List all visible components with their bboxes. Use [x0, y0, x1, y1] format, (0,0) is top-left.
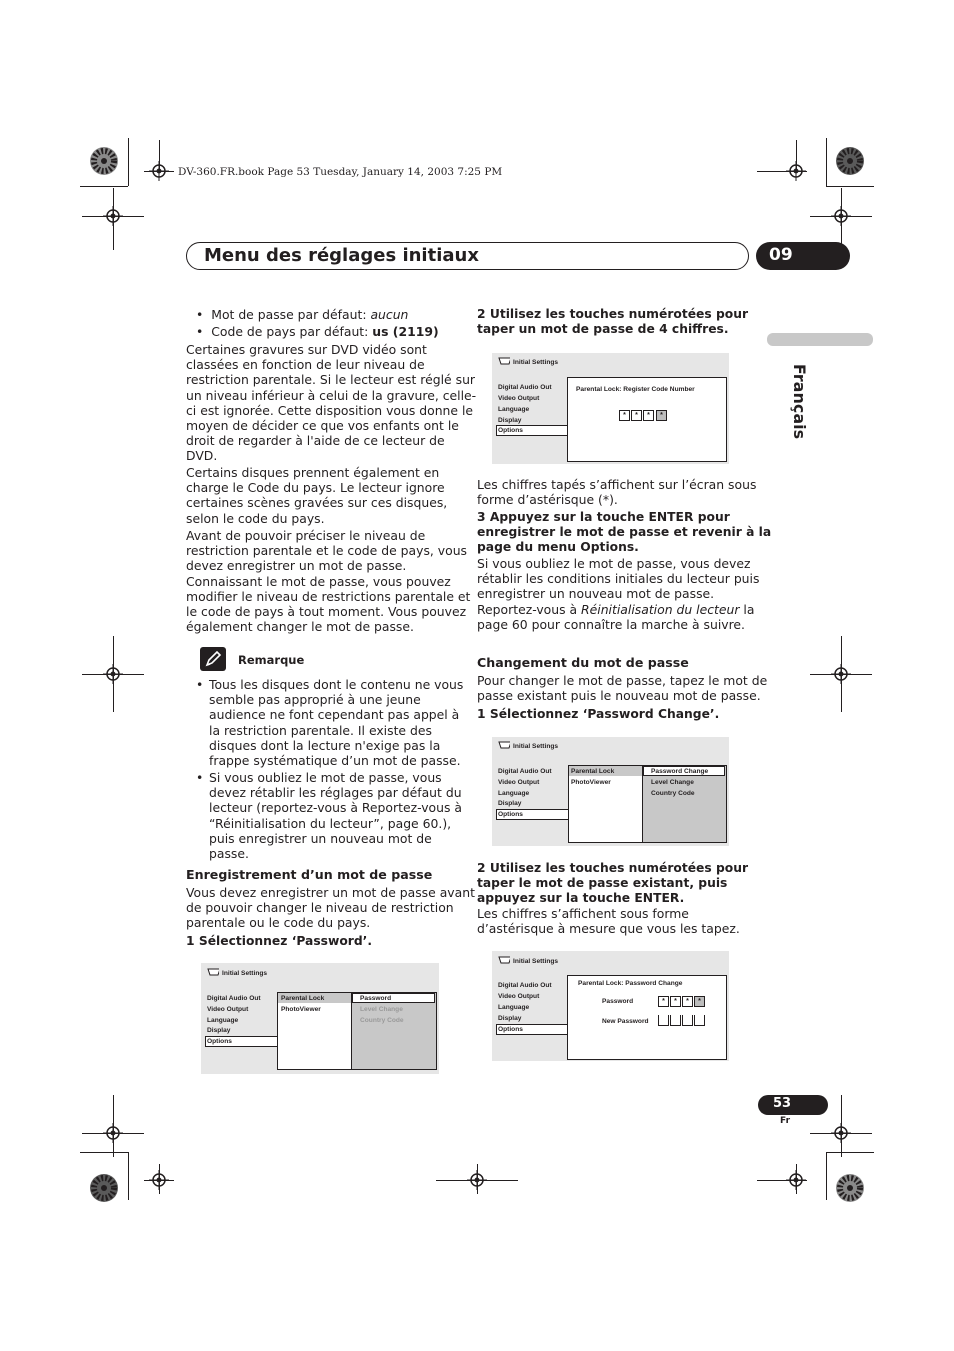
- tv-icon: [498, 741, 510, 749]
- section-title-change: Changement du mot de passe: [477, 655, 689, 670]
- screen-password-change: [492, 951, 729, 1061]
- menu-language: Language: [498, 1004, 530, 1011]
- change-paragraph: Pour changer le mot de passe, tapez le mot de passe existant puis le nouveau mot de passe.: [477, 673, 768, 704]
- new-password-slot-1: [658, 1015, 669, 1026]
- note-bullet-dot: •: [196, 770, 204, 785]
- option-password: Password: [360, 995, 392, 1002]
- registration-cross-icon: [831, 1123, 851, 1143]
- step-press-enter: 3 Appuyez sur la touche ENTER pour enregistrer le mot de passe et revenir à la page du menu Options.: [477, 510, 772, 555]
- menu-language: Language: [498, 790, 530, 797]
- book-info: DV-360.FR.book Page 53 Tuesday, January 14, 2003 7:25 PM: [178, 166, 503, 178]
- intro-paragraph: Certaines gravures sur DVD vidéo sont classées en fonction de leur niveau de restriction parentale. Si le lecteur est réglé sur un niveau inférieur à celui de la gravure, celle- ci est ignorée. Cette disposition vous donne le moyen de décider ce que vos enfants ont le droit de regarder à l'aide de ce lecteur de DVD.: [186, 342, 477, 464]
- option-country-code: Country Code: [651, 790, 695, 797]
- register-paragraph: Vous devez enregistrer un mot de passe avant de pouvoir changer le niveau de restriction parentale ou le code du pays.: [186, 885, 475, 931]
- note-pencil-icon: [200, 647, 226, 671]
- screen-select-password-change: [492, 737, 729, 846]
- password-requirement-paragraph: Avant de pouvoir préciser le niveau de restriction parentale et le code de pays, vous devez enregistrer un mot de passe. Connaissant le mot de passe, vous pouvez modifier le niveau de restrictions parentale et le code de pays à tout moment. Vous pouvez également changer le mot de passe.: [186, 528, 471, 635]
- step-type-existing-password: 2 Utilisez les touches numérotées pour taper le mot de passe existant, puis appuyez sur la touche ENTER.: [477, 861, 749, 906]
- registration-cross-icon: [831, 206, 851, 226]
- asterisk-typing-paragraph: Les chiffres s’affichent sous forme d’astérisque à mesure que vous les tapez.: [477, 906, 740, 937]
- page-language: Fr: [780, 1116, 791, 1126]
- new-password-slot-3: [682, 1015, 693, 1026]
- new-password-slot-2: [670, 1015, 681, 1026]
- note-bullet-dot: •: [196, 677, 204, 692]
- section-title-register: Enregistrement d’un mot de passe: [186, 867, 433, 882]
- color-rosette-icon: [89, 1173, 119, 1203]
- code-digit-2: *: [631, 410, 642, 421]
- note-label: Remarque: [238, 653, 305, 667]
- step-select-password: 1 Sélectionnez ‘Password’.: [186, 934, 373, 948]
- color-rosette-icon: [835, 146, 865, 176]
- step-type-password: 2 Utilisez les touches numérotées pour taper un mot de passe de 4 chiffres.: [477, 307, 749, 337]
- tv-icon: [498, 357, 510, 365]
- menu-options: Options: [498, 1026, 523, 1033]
- code-digit-4: *: [656, 410, 667, 421]
- page-number: 53: [773, 1096, 792, 1111]
- country-code-paragraph: Certains disques prennent également en charge le Code du pays. Le lecteur ignore certaines scènes gravées sur ces disques, selon le code du pays.: [186, 465, 448, 526]
- registration-cross-icon: [103, 206, 123, 226]
- menu-display: Display: [498, 1015, 522, 1022]
- screen-register-code: [492, 353, 729, 464]
- page-number-badge: [758, 1095, 828, 1115]
- registration-cross-icon: [786, 1170, 806, 1190]
- option-country-code: Country Code: [360, 1017, 404, 1024]
- registration-cross-icon: [786, 161, 806, 181]
- password-options-panel: [642, 765, 727, 843]
- step-select-password-change: 1 Sélectionnez ‘Password Change’.: [477, 707, 720, 721]
- menu-video-output: Video Output: [207, 1006, 249, 1013]
- registration-cross-icon: [149, 161, 169, 181]
- submenu-photoviewer: PhotoViewer: [571, 779, 611, 786]
- menu-digital-audio-out: Digital Audio Out: [498, 982, 552, 989]
- default-password-bullet: • Mot de passe par défaut: aucun: [196, 307, 409, 322]
- screen-title: Initial Settings: [513, 359, 559, 366]
- language-tab-label: Français: [790, 363, 810, 440]
- register-dialog-title: Parental Lock: Register Code Number: [576, 386, 695, 393]
- asterisk-paragraph: Les chiffres tapés s’affichent sur l’écran sous forme d’astérisque (*).: [477, 477, 757, 508]
- menu-display: Display: [207, 1027, 231, 1034]
- option-password-change: Password Change: [651, 768, 709, 775]
- submenu-photoviewer: PhotoViewer: [281, 1006, 321, 1013]
- screen-title: Initial Settings: [222, 970, 268, 977]
- note-item-1: Tous les disques dont le contenu ne vous semble pas approprié à une jeune audience ne font cependant pas appel à la restriction parentale. Il existe des disques dont la lecture n'exige pas la frappe systématique d’un mot de passe.: [209, 677, 464, 769]
- default-country-bullet: • Code de pays par défaut: us (2119): [196, 324, 439, 339]
- registration-cross-icon: [831, 664, 851, 684]
- registration-cross-icon: [149, 1170, 169, 1190]
- screen-select-password: [201, 963, 439, 1074]
- code-digit-1: *: [619, 410, 630, 421]
- new-password-slot-4: [694, 1015, 705, 1026]
- new-password-label: New Password: [602, 1018, 649, 1025]
- menu-options: Options: [498, 811, 523, 818]
- chapter-number: 09: [769, 245, 793, 265]
- password-digit-3: *: [682, 996, 693, 1007]
- menu-language: Language: [498, 406, 530, 413]
- menu-options: Options: [498, 427, 523, 434]
- code-digit-3: *: [643, 410, 654, 421]
- tv-icon: [207, 968, 219, 976]
- language-tab-bar: [767, 333, 873, 346]
- screen-title: Initial Settings: [513, 743, 559, 750]
- password-digit-4: *: [694, 996, 705, 1007]
- menu-language: Language: [207, 1017, 239, 1024]
- menu-video-output: Video Output: [498, 993, 540, 1000]
- password-digit-1: *: [658, 996, 669, 1007]
- color-rosette-icon: [89, 146, 119, 176]
- menu-digital-audio-out: Digital Audio Out: [498, 768, 552, 775]
- submenu-parental-lock: Parental Lock: [571, 768, 615, 775]
- menu-options: Options: [207, 1038, 232, 1045]
- password-options-panel: [351, 992, 437, 1070]
- submenu-parental-lock: Parental Lock: [281, 995, 325, 1002]
- forgot-password-paragraph: Si vous oubliez le mot de passe, vous devez rétablir les conditions initiales du lecteur puis enregistrer un nouveau mot de passe. Reportez-vous à Réinitialisation du lecteur la page 60 pour connaître la marche à suivre.: [477, 556, 760, 632]
- registration-cross-icon: [467, 1170, 487, 1190]
- password-label: Password: [602, 998, 634, 1005]
- menu-video-output: Video Output: [498, 395, 540, 402]
- password-digit-2: *: [670, 996, 681, 1007]
- menu-display: Display: [498, 800, 522, 807]
- registration-cross-icon: [103, 1123, 123, 1143]
- screen-title: Initial Settings: [513, 958, 559, 965]
- note-item-2: Si vous oubliez le mot de passe, vous devez rétablir les réglages par défaut du lecteur (reportez-vous à Reportez-vous à “Réinitialisation du lecteur”, page 60.), puis enregistrer un nouveau mot de passe.: [209, 770, 462, 862]
- registration-cross-icon: [103, 664, 123, 684]
- menu-display: Display: [498, 417, 522, 424]
- option-level-change: Level Change: [651, 779, 694, 786]
- menu-digital-audio-out: Digital Audio Out: [207, 995, 261, 1002]
- tv-icon: [498, 956, 510, 964]
- color-rosette-icon: [835, 1173, 865, 1203]
- option-level-change: Level Change: [360, 1006, 403, 1013]
- menu-video-output: Video Output: [498, 779, 540, 786]
- password-change-title: Parental Lock: Password Change: [578, 980, 683, 987]
- menu-digital-audio-out: Digital Audio Out: [498, 384, 552, 391]
- page-title: Menu des réglages initiaux: [204, 245, 479, 266]
